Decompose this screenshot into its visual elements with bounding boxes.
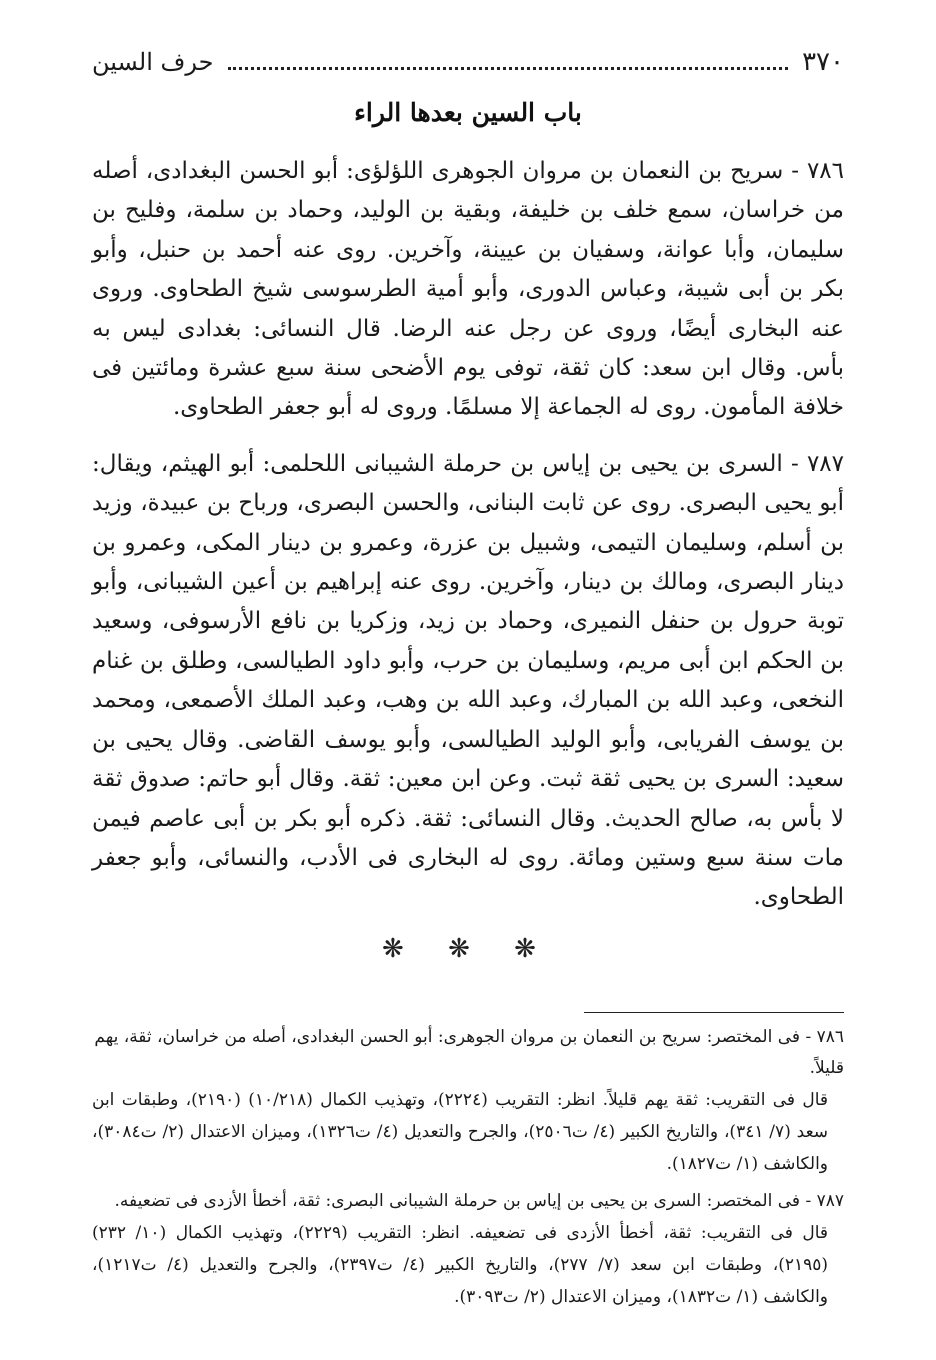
entry-text: السرى بن يحيى بن إياس بن حرملة الشيبانى اللحلمى: أبو الهيثم، ويقال: أبو يحيى البصرى. روى عن ثابت البنانى، والحسن البصرى، ورباح بن عبيدة، وزيد بن أسلم، وسليمان التيمى، وشبيل بن عزرة، وعمرو بن دينار المكى، وعمرو بن دينار البصرى، ومالك بن دينار، وآخرين. روى عنه إبراهيم بن أعين الشيبانى، وأبو توبة حرول بن حنفل النميرى، وحماد بن زيد، وزكريا بن نافع الأرسوفى، وسعيد بن الحكم ابن أبى مريم، وسليمان بن حرب، وأبو داود الطيالسى، وطلق بن غنام النخعى، وعبد الله بن المبارك، وعبد الله بن وهب، وعبد الملك الأصمعى، ومحمد بن يوسف الفريابى، وأبو الوليد الطيالسى، وأبو يوسف القاضى. وقال يحيى بن سعيد: السرى بن يحيى ثقة ثبت. وعن ابن معين: ثقة. وقال أبو حاتم: صدوق ثقة لا بأس به، صالح الحديث. وقال النسائى: ثقة. ذكره أبو بكر بن أبى عاصم فيمن مات سنة سبع وستين ومائة. روى له البخارى فى الأدب، والنسائى، وأبو جعفر الطحاوى. <box>92 450 844 911</box>
footnote-787 <box>92 1186 844 1313</box>
entry-text: سريح بن النعمان بن مروان الجوهرى اللؤلؤى: أبو الحسن البغدادى، أصله من خراسان، سمع خلف بن خليفة، وبقية بن الوليد، وحماد بن سلمة، وفليح بن سليمان، وأبا عوانة، وسفيان بن عيينة، وآخرين. روى عنه أحمد بن حنبل، وأبو بكر بن أبى شيبة، وعباس الدورى، وأبو أمية الطرسوسى شيخ الطحاوى. وروى عنه البخارى أيضًا، وروى عن رجل عنه الرضا. قال النسائى: بغدادى ليس به بأس. وقال ابن سعد: كان ثقة، توفى يوم الأضحى سنة سبع عشرة ومائتين فى خلافة المأمون. روى له الجماعة إلا مسلمًا. وروى له أبو جعفر الطحاوى. <box>92 158 844 421</box>
footnote-head-text: فى المختصر: سريح بن النعمان بن مروان الجوهرى: أبو الحسن البغدادى، أصله من خراسان، ثقة، يهم قليلاً. <box>94 1027 844 1078</box>
entry-number: ٧٨٦ - <box>791 158 844 184</box>
footnote-number: ٧٨٧ - <box>805 1191 844 1211</box>
footnote-number: ٧٨٦ - <box>805 1027 844 1047</box>
footnote-head <box>92 1022 844 1084</box>
entry-786 <box>92 152 844 428</box>
entry-787 <box>92 445 844 918</box>
entry-number: ٧٨٧ - <box>790 450 844 477</box>
footnote-rule <box>584 1012 844 1013</box>
chapter-heading: باب السين بعدها الراء <box>354 98 582 127</box>
footnote-body: قال فى التقريب: ثقة يهم قليلاً. انظر: التقريب (٢٢٢٤)، وتهذيب الكمال (١٠/٢١٨) (٢١٩٠)، وطبقات ابن سعد (٧/ ٣٤١)، والتاريخ الكبير (٤/ ت٢٥٠٦)، والجرح والتعديل (٤/ ت١٣٢٦)، وميزان الاعتدال (٢/ ت٣٠٨٤)، والكاشف (١/ ت١٨٢٧). <box>92 1090 829 1174</box>
running-header <box>92 42 844 82</box>
entries <box>92 152 844 935</box>
page-number: ٣٧٠ <box>802 47 844 77</box>
footnotes <box>92 1022 844 1319</box>
footnote-head <box>92 1186 844 1217</box>
footnote-head-text: فى المختصر: السرى بن يحيى بن إياس بن حرملة الشيبانى البصرى: ثقة، أخطأ الأزدى فى تضعيفه. <box>114 1191 801 1211</box>
footnote-body: قال فى التقريب: ثقة، أخطأ الأزدى فى تضعيفه. انظر: التقريب (٢٢٢٩)، وتهذيب الكمال (١٠/ ٢٣٢) (٢١٩٥)، وطبقات ابن سعد (٧/ ٢٧٧)، والتاريخ الكبير (٤/ ت٢٣٩٧)، والجرح والتعديل (٤/ ت١٢١٧)، والكاشف (١/ ت١٨٣٢)، وميزان الاعتدال (٢/ ت٣٠٩٣). <box>92 1223 829 1307</box>
footnote-786 <box>92 1022 844 1180</box>
header-title: حرف السين <box>92 48 214 76</box>
header-leader-dots <box>228 67 789 70</box>
section-separator: ❋ ❋ ❋ <box>382 934 554 964</box>
